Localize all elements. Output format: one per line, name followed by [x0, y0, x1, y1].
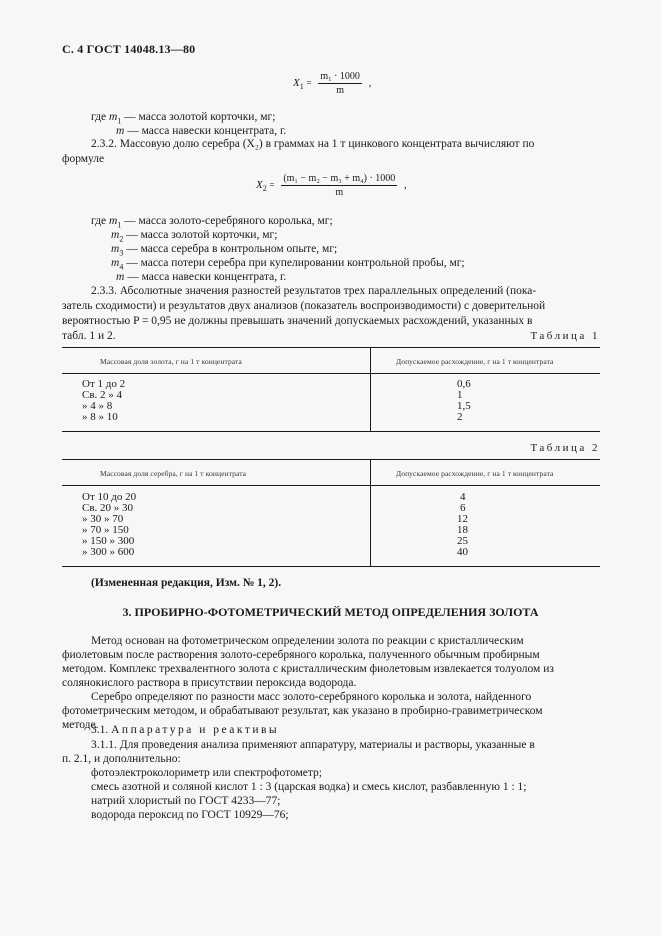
list-item: водорода пероксид по ГОСТ 10929—76; [91, 809, 289, 821]
where2-definition: — масса золото-серебряного королька, мг; [121, 215, 333, 227]
table2-row-range: » 70 » 150 [82, 524, 129, 536]
p233-line-1: 2.3.3. Абсолютные значения разностей результатов трех параллельных определений (пока- [91, 285, 537, 297]
where2-subscript: 3 [119, 248, 124, 258]
method-para1-line-1: Метод основан на фотометрическом определении золота по реакции с кристаллическим [91, 635, 524, 647]
table1-bottom-rule [62, 431, 600, 432]
table1-row-range: » 8 » 10 [82, 411, 118, 423]
formula-x1-lhs: X [293, 77, 300, 90]
list-item: фотоэлектроколориметр или спектрофотометр; [91, 767, 322, 779]
p311-line-2: п. 2.1, и дополнительно: [62, 753, 181, 765]
formula-x1-tail: , [368, 77, 372, 90]
table1-col2-header: Допускаемое расхождение, г на 1 т концентрата [396, 357, 554, 366]
table2-row-range: » 300 » 600 [82, 546, 135, 558]
where2-symbol: m [108, 215, 118, 227]
section-3-title: 3. ПРОБИРНО-ФОТОМЕТРИЧЕСКИЙ МЕТОД ОПРЕДЕЛЕНИЯ ЗОЛОТА [122, 605, 539, 619]
edition-note: (Измененная редакция, Изм. № 1, 2). [91, 577, 282, 589]
formula-x2-denominator: m [335, 187, 344, 198]
where1-symbol: m [116, 125, 125, 137]
table2-top-rule [62, 459, 600, 460]
table1-row-value: 1,5 [457, 400, 471, 412]
where2-symbol: m [116, 271, 125, 283]
formula-x2-lhs: X [256, 179, 263, 192]
where2-symbol: m [111, 257, 120, 269]
p311-line-1: 3.1.1. Для проведения анализа применяют аппаратуру, материалы и растворы, указанные в [91, 739, 535, 751]
table2-row-range: От 10 до 20 [82, 491, 137, 503]
formula-x1-numerator: m₁ · 1000 [320, 71, 360, 82]
where2-subscript: 2 [119, 234, 124, 244]
method-para1-line-4: солянокислого раствора в присутствии пероксида водорода. [62, 677, 357, 689]
table1-row-value: 1 [457, 389, 463, 401]
where2-definition: — масса золотой корточки, мг; [123, 229, 278, 241]
table2-header-rule [62, 485, 600, 486]
table2 [62, 459, 600, 567]
table2-row-value: 6 [460, 502, 466, 514]
table1-header-rule [62, 373, 600, 374]
p233-line-2: затель сходимости) и результатов двух анализов (показатель воспроизводимости) с доверительной [62, 300, 546, 312]
table1-row-range: » 4 » 8 [82, 400, 113, 412]
where2-lead: где [91, 215, 107, 227]
table2-col2-header: Допускаемое расхождение, г на 1 т концентрата [396, 469, 554, 478]
formula-x2-tail: , [404, 179, 407, 192]
formula-x2-eq: = [269, 180, 275, 191]
table1-row-value: 2 [457, 411, 463, 423]
list-item: натрий хлористый по ГОСТ 4233—77; [91, 795, 281, 807]
formula-x1-lhs-sub: 1 [299, 82, 304, 92]
where2-line-5 [116, 270, 286, 285]
table1-col1-header: Массовая доля золота, г на 1 т концентрата [100, 357, 242, 366]
table2-row-value: 12 [457, 513, 468, 525]
list-item: смесь азотной и соляной кислот 1 : 3 (царская водка) и смесь кислот, разбавленную 1 : 1; [91, 781, 527, 793]
p31-heading [91, 723, 279, 738]
table1-title: Таблица 1 [530, 330, 600, 342]
where2-definition: — масса серебра в контрольном опыте, мг; [123, 243, 338, 255]
formula-x1-fraction [318, 71, 362, 96]
formula-x2-fraction [281, 173, 397, 198]
where1-lead: где [91, 111, 107, 123]
table2-row-value: 18 [457, 524, 468, 536]
where2-definition: — масса потери серебра при купелировании контрольной пробы, мг; [123, 257, 465, 269]
formula-x2-numerator: (m₁ − m₂ − m₃ + m₄) · 1000 [283, 173, 396, 184]
method-para1-line-2: фиолетовым после растворения золото-серебряного королька, полученного обычным пробирным [62, 649, 540, 661]
where2-definition: — масса навески концентрата, г. [124, 271, 287, 283]
table2-row-value: 40 [457, 546, 468, 558]
formula-x2 [256, 173, 407, 198]
where1-definition: — масса золотой корточки, мг; [121, 111, 276, 123]
method-para1-line-3: методом. Комплекс трехвалентного золота с кристаллическим фиолетовым извлекается толуолом из [62, 663, 554, 675]
table1 [62, 347, 600, 432]
p31-number: 3.1. [91, 724, 109, 736]
table2-row-value: 4 [460, 491, 466, 503]
where1-definition: — масса навески концентрата, г. [124, 125, 287, 137]
where2-symbol: m [111, 243, 120, 255]
method-para2-line-3: методе. [62, 719, 99, 731]
table2-col1-header: Массовая доля серебра, г на 1 т концентрата [100, 469, 247, 478]
page-header: С. 4 ГОСТ 14048.13—80 [62, 42, 196, 56]
table1-top-rule [62, 347, 600, 348]
p232-line-2: формуле [62, 153, 105, 165]
p232-line-1: 2.3.2. Массовую долю серебра (X₂) в граммах на 1 т цинкового концентрата вычисляют по [91, 138, 535, 150]
method-para2-line-2: фотометрическим методом, и обрабатывают результат, как указано в пробирно-гравиметрическом [62, 705, 543, 717]
table1-column-rule [370, 347, 371, 431]
formula-x2-lhs-sub: 2 [262, 184, 267, 194]
method-para2-line-1: Серебро определяют по разности масс золото-серебряного королька и золота, найденного [91, 691, 532, 703]
formula-x1-denominator: m [336, 85, 344, 96]
table2-row-range: » 150 » 300 [82, 535, 135, 547]
p233-line-4: табл. 1 и 2. [62, 330, 116, 342]
table2-title: Таблица 2 [530, 442, 600, 454]
table1-row-value: 0,6 [457, 378, 471, 390]
table2-row-value: 25 [457, 535, 468, 547]
table1-row-range: Св. 2 » 4 [82, 389, 123, 401]
where2-subscript: 1 [117, 220, 122, 230]
where2-symbol: m [111, 229, 120, 241]
table2-bottom-rule [62, 566, 600, 567]
where2-subscript: 4 [119, 262, 124, 272]
table2-column-rule [370, 459, 371, 566]
where1-subscript: 1 [117, 116, 122, 126]
where1-symbol: m [108, 111, 118, 123]
table2-row-range: Св. 20 » 30 [82, 502, 134, 514]
p31-title: Аппаратура и реактивы [111, 724, 280, 736]
table1-row-range: От 1 до 2 [82, 378, 126, 390]
p233-line-3: вероятностью P = 0,95 не должны превышать значений допускаемых расхождений, указанных в [62, 315, 533, 327]
formula-x1 [293, 71, 371, 96]
formula-x1-eq: = [306, 78, 312, 89]
table2-row-range: » 30 » 70 [82, 513, 124, 525]
